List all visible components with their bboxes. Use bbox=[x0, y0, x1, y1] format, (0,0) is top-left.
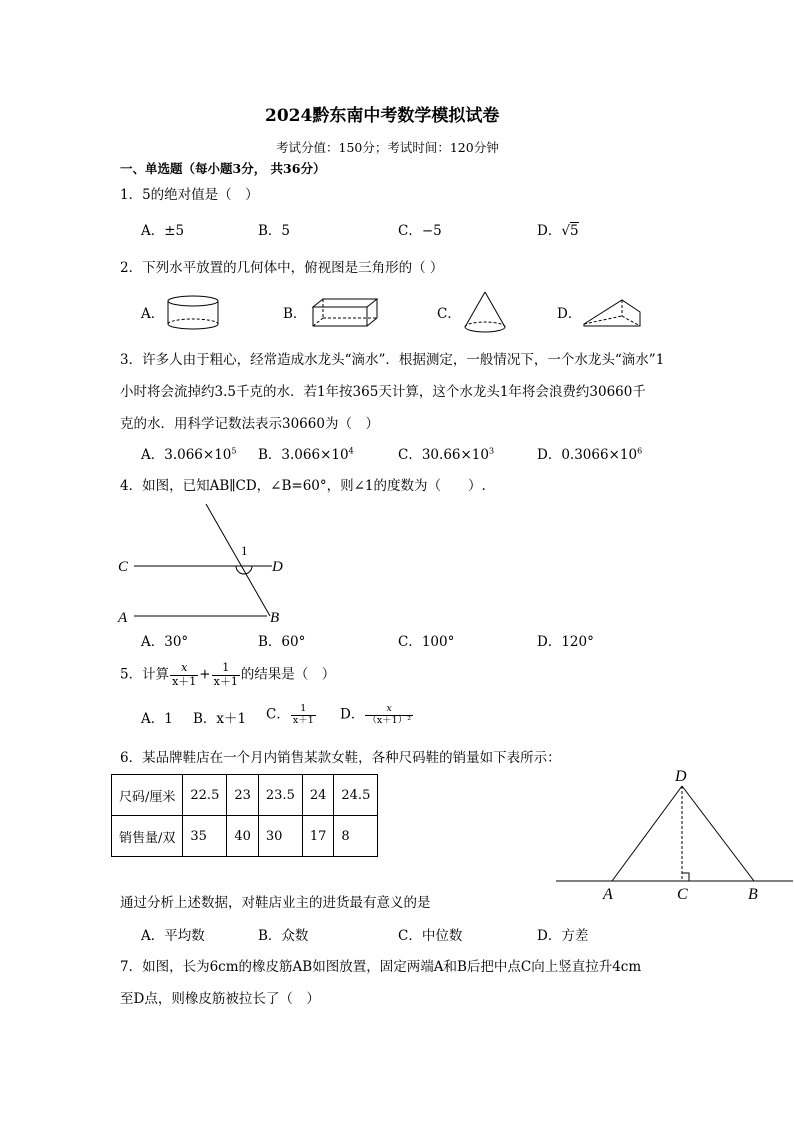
q6-stem: 6．某品牌鞋店在一个月内销售某款女鞋，各种尺码鞋的销量如下表所示： bbox=[120, 750, 561, 766]
q5-stem-prefix: 5．计算 bbox=[120, 666, 170, 683]
q6-shoe-size-table bbox=[111, 774, 378, 857]
q3-option-c-label: C． bbox=[398, 447, 422, 463]
exam-title: 2024黔东南中考数学模拟试卷 bbox=[265, 106, 500, 126]
q3-line-3: 克的水．用科学记数法表示30660为（ ） bbox=[120, 416, 379, 432]
q4-option-b: B．60° bbox=[258, 634, 306, 650]
q6-option-d: D．方差 bbox=[537, 928, 589, 944]
exam-subtitle: 考试分值：150分；考试时间：120分钟 bbox=[276, 140, 499, 155]
q5-fraction-2 bbox=[212, 662, 240, 688]
cone-icon bbox=[461, 290, 509, 336]
q5-option-c bbox=[266, 704, 317, 727]
q6-option-a: A．平均数 bbox=[141, 928, 205, 944]
q1-option-a: A．±5 bbox=[141, 223, 185, 239]
triangular-prism-icon bbox=[582, 296, 644, 332]
label-a: A bbox=[118, 610, 128, 626]
q7-line-2: 至D点，则橡皮筋被拉长了（ ） bbox=[120, 991, 320, 1007]
q5-frac2-den: x＋1 bbox=[213, 674, 238, 688]
q5-frac2-num: 1 bbox=[212, 662, 240, 676]
q3-option-b-base: 3.066×10 bbox=[281, 447, 349, 463]
q1-stem: 1．5的绝对值是（ ） bbox=[120, 187, 259, 203]
q5-option-d bbox=[340, 704, 414, 727]
q4-parallel-lines-figure bbox=[112, 498, 302, 630]
q3-option-b bbox=[258, 446, 354, 463]
q3-option-d bbox=[537, 446, 643, 463]
q7-triangle-figure bbox=[552, 764, 794, 904]
q5-option-d-fraction bbox=[365, 704, 413, 727]
q3-option-d-label: D． bbox=[537, 447, 562, 463]
q4-option-d: D．120° bbox=[537, 634, 594, 650]
q2-option-a: A． bbox=[141, 306, 165, 322]
table-cell: 30 bbox=[258, 816, 302, 857]
table-cell: 尺码/厘米 bbox=[112, 775, 183, 816]
q2-stem: 2．下列水平放置的几何体中，俯视图是三角形的（ ） bbox=[120, 260, 444, 276]
label-c: C bbox=[677, 886, 688, 903]
q6-option-b: B．众数 bbox=[258, 928, 309, 944]
right-angle-mark bbox=[682, 873, 689, 881]
q3-line-1: 3．许多人由于粗心，经常造成水龙头“滴水”．根据测定，一般情况下，一个水龙头“滴水”1 bbox=[120, 352, 665, 368]
q2-option-d: D． bbox=[557, 306, 582, 322]
table-cell: 23 bbox=[227, 775, 259, 816]
q4-stem: 4．如图，已知AB∥CD，∠B=60°，则∠1的度数为（ ）. bbox=[120, 478, 486, 494]
q3-line-2: 小时将会流掉约3.5千克的水．若1年按365天计算，这个水龙头1年将会浪费约30660千 bbox=[120, 384, 646, 400]
q3-option-d-base: 0.3066×10 bbox=[561, 447, 638, 463]
q1-option-d-label: D． bbox=[537, 223, 562, 239]
cuboid-icon bbox=[309, 297, 381, 329]
q5-fraction-1 bbox=[170, 662, 198, 688]
q3-option-b-exp: 4 bbox=[348, 446, 354, 456]
q5-stem-suffix: 的结果是（ ） bbox=[240, 666, 336, 683]
label-angle-1: 1 bbox=[241, 543, 248, 558]
label-a: A bbox=[603, 886, 613, 903]
label-b: B bbox=[270, 610, 280, 626]
q5-option-d-label: D． bbox=[340, 706, 365, 723]
q5-option-d-den: （x＋1）² bbox=[367, 714, 412, 726]
q1-option-c: C．−5 bbox=[398, 223, 442, 239]
table-cell: 销售量/双 bbox=[112, 816, 183, 857]
q5-option-c-den: x＋1 bbox=[292, 714, 314, 726]
q1-radicand: 5 bbox=[569, 223, 579, 239]
q2-option-b: B． bbox=[283, 306, 307, 322]
table-row bbox=[112, 775, 378, 816]
table-cell: 40 bbox=[227, 816, 259, 857]
q5-option-c-label: C． bbox=[266, 706, 290, 723]
table-cell: 23.5 bbox=[258, 775, 302, 816]
table-cell: 24.5 bbox=[334, 775, 378, 816]
q3-option-d-exp: 6 bbox=[637, 446, 643, 456]
segment-db bbox=[682, 786, 754, 881]
q2-option-c: C． bbox=[437, 306, 461, 322]
label-d: D bbox=[272, 559, 283, 575]
q5-option-d-num: x bbox=[365, 704, 413, 716]
q3-option-a-base: 3.066×10 bbox=[164, 447, 232, 463]
q5-option-c-fraction bbox=[291, 704, 316, 727]
q3-option-c-exp: 3 bbox=[488, 446, 495, 456]
segment-da bbox=[612, 786, 682, 881]
q1-option-d bbox=[537, 225, 579, 239]
q6-option-c: C．中位数 bbox=[398, 928, 463, 944]
label-b: B bbox=[748, 886, 758, 903]
q5-option-b: B．x＋1 bbox=[193, 711, 247, 727]
transversal bbox=[206, 504, 270, 616]
label-c: C bbox=[118, 559, 129, 575]
q5-plus: + bbox=[199, 666, 211, 683]
cylinder-icon bbox=[166, 294, 220, 332]
table-cell: 22.5 bbox=[183, 775, 227, 816]
label-d: D bbox=[675, 768, 687, 785]
table-cell: 8 bbox=[334, 816, 378, 857]
q5-frac1-num: x bbox=[170, 662, 198, 676]
q5-option-c-num: 1 bbox=[291, 704, 316, 716]
q3-option-b-label: B． bbox=[258, 447, 282, 463]
q3-option-a-label: A． bbox=[141, 447, 165, 463]
section-heading: 一、单选题（每小题3分， 共36分） bbox=[120, 161, 326, 176]
q6-followup: 通过分析上述数据，对鞋店业主的进货最有意义的是 bbox=[120, 895, 431, 911]
q3-option-c bbox=[398, 446, 495, 463]
table-row bbox=[112, 816, 378, 857]
q5-option-a: A．1 bbox=[141, 711, 173, 727]
table-cell: 17 bbox=[302, 816, 334, 857]
q4-option-c: C．100° bbox=[398, 634, 455, 650]
table-cell: 35 bbox=[183, 816, 227, 857]
q5-frac1-den: x＋1 bbox=[172, 674, 197, 688]
sqrt-icon: √ bbox=[561, 223, 570, 239]
q3-option-c-base: 30.66×10 bbox=[421, 447, 489, 463]
q3-option-a bbox=[141, 446, 237, 463]
q1-option-b: B．5 bbox=[258, 223, 291, 239]
table-cell: 24 bbox=[302, 775, 334, 816]
q4-option-a: A．30° bbox=[141, 634, 189, 650]
q7-line-1: 7．如图，长为6cm的橡皮筋AB如图放置，固定两端A和B后把中点C向上竖直拉升4cm bbox=[120, 959, 642, 975]
q5-stem bbox=[120, 662, 335, 688]
q3-option-a-exp: 5 bbox=[231, 446, 237, 456]
